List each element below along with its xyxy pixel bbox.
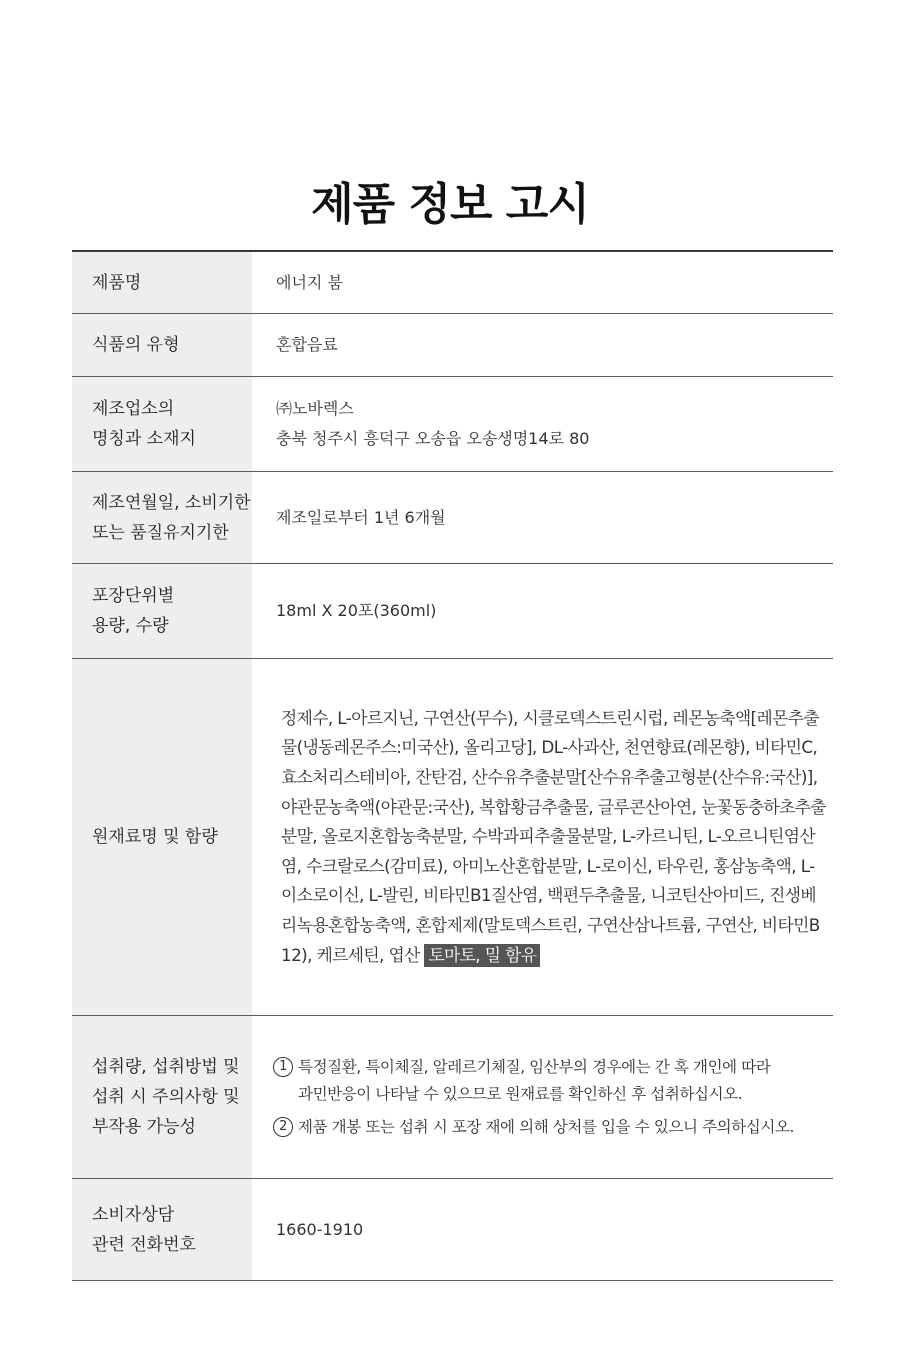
product-info-table (72, 250, 833, 1281)
row-label: 제조연월일, 소비기한 또는 품질유지기한 (72, 472, 252, 563)
table-row-product-name (72, 252, 833, 314)
cautions-list (252, 1016, 833, 1178)
table-row-manufacturer (72, 377, 833, 472)
circled-number-icon: 1 (273, 1057, 293, 1077)
circled-number-icon: 2 (273, 1117, 293, 1137)
table-row-expiration (72, 472, 833, 564)
ingredients-list: 정제수, L-아르지닌, 구연산(무수), 시클로덱스트린시럽, 레몬농축액[레몬추출 물(냉동레몬주스:미국산), 올리고당], DL-사과산, 천연향료(레몬향), 비타민C, 효소처리스테비아, 잔탄검, 산수유추출분말[산수유추출고형분(산수유:국산)], 야관문농축액(야관문:국산), 복합황금추출물, 글루콘산아연, 눈꽃동충하초추출 분말, 올로지혼합농축분말, 수박과피추출물분말, L-카르니틴, L-오르니틴염산 염, 수크랄로스(감미료), 아미노산혼합분말, L-로이신, 타우린, 홍삼농축액, L- 이소로이신, L-발린, 비타민B1질산염, 백편두추출물, 니코틴산아미드, 진생베 리녹용혼합농축액, 혼합제제(말토덱스트린, 구연산삼나트륨, 구연산, 비타민B 12), 케르세틴, 엽산 토마토, 밀 함유 (281, 707, 826, 965)
row-label: 제품명 (72, 252, 252, 313)
row-label: 제조업소의 명칭과 소재지 (72, 377, 252, 471)
row-label: 원재료명 및 함량 (72, 659, 252, 1015)
row-value (252, 1179, 833, 1280)
row-label: 소비자상담 관련 전화번호 (72, 1179, 252, 1280)
allergen-highlight: 토마토, 밀 함유 (424, 944, 540, 967)
row-label: 식품의 유형 (72, 314, 252, 376)
row-value: 혼합음료 (276, 335, 338, 354)
row-value: 제조일로부터 1년 6개월 (276, 507, 446, 527)
table-row-food-type (72, 314, 833, 377)
caution-item: 1 특정질환, 특이체질, 알레르기체질, 임산부의 경우에는 간 혹 개인에 따라 과민반응이 나타날 수 있으므로 원재료를 확인하신 후 섭취하십시오. (273, 1054, 823, 1108)
table-row-package-unit (72, 564, 833, 659)
phone-number: 1660-1910 (276, 1219, 364, 1239)
caution-item: 2 제품 개봉 또는 섭취 시 포장 재에 의해 상처를 입을 수 있으니 주의하십시오. (273, 1114, 823, 1141)
table-row-cautions (72, 1016, 833, 1179)
row-label: 포장단위별 용량, 수량 (72, 564, 252, 658)
row-value: ㈜노바렉스 충북 청주시 흥덕구 오송읍 오송생명14로 80 (276, 399, 590, 448)
table-row-ingredients (72, 659, 833, 1016)
row-label: 섭취량, 섭취방법 및 섭취 시 주의사항 및 부작용 가능성 (72, 1016, 252, 1178)
row-value: 에너지 붐 (276, 272, 343, 292)
table-row-customer-service (72, 1179, 833, 1281)
page-title: 제품 정보 고시 (311, 179, 589, 230)
row-value: 18ml X 20포(360ml) (276, 601, 437, 620)
